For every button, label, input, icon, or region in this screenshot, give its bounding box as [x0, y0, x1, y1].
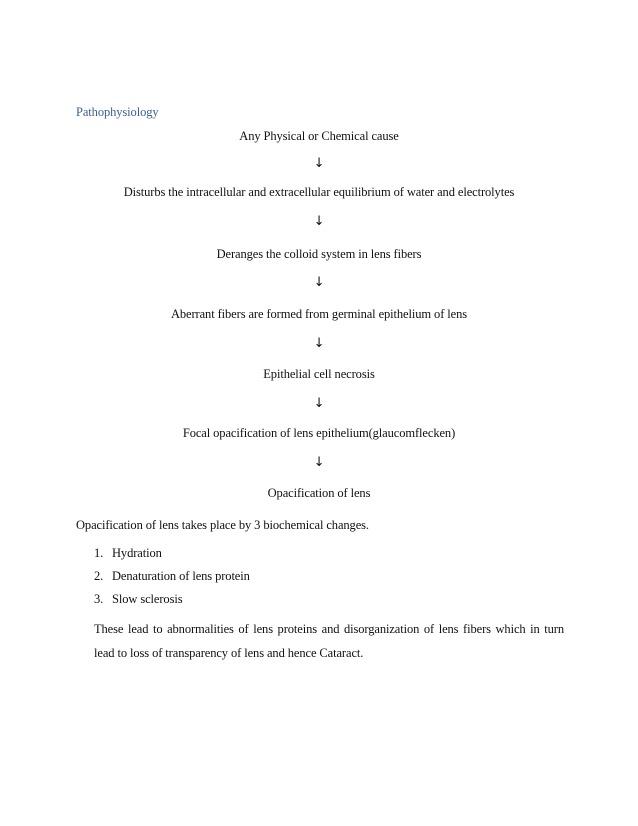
list-item-text: Slow sclerosis [112, 592, 183, 606]
list-item-text: Hydration [112, 546, 162, 560]
flow-step-2: Disturbs the intracellular and extracellular equilibrium of water and electrolytes [123, 185, 515, 199]
list-number: 2. [94, 569, 104, 583]
flow-step-3: Deranges the colloid system in lens fibers [216, 247, 422, 261]
down-arrow-icon: ↓ [313, 455, 325, 470]
list-item [94, 592, 182, 607]
down-arrow-icon: ↓ [313, 336, 325, 351]
intro-paragraph: Opacification of lens takes place by 3 biochemical changes. [76, 518, 369, 532]
list-number: 3. [94, 592, 104, 606]
flow-step-7: Opacification of lens [267, 486, 371, 500]
flow-step-4: Aberrant fibers are formed from germinal epithelium of lens [170, 307, 468, 321]
list-number: 1. [94, 546, 104, 560]
list-item-text: Denaturation of lens protein [112, 569, 250, 583]
flow-step-6: Focal opacification of lens epithelium(glaucomflecken) [182, 426, 456, 440]
down-arrow-icon: ↓ [313, 396, 325, 411]
down-arrow-icon: ↓ [313, 214, 325, 229]
list-item [94, 569, 250, 584]
down-arrow-icon: ↓ [313, 275, 325, 290]
section-heading: Pathophysiology [76, 105, 159, 119]
conclusion-paragraph: These lead to abnormalities of lens proteins and disorganization of lens fibers which in turn lead to loss of transparency of lens and hence Cataract. [94, 622, 564, 660]
list-item [94, 546, 162, 561]
flow-step-5: Epithelial cell necrosis [263, 367, 375, 381]
flow-step-1: Any Physical or Chemical cause [239, 129, 399, 143]
down-arrow-icon: ↓ [313, 156, 325, 171]
